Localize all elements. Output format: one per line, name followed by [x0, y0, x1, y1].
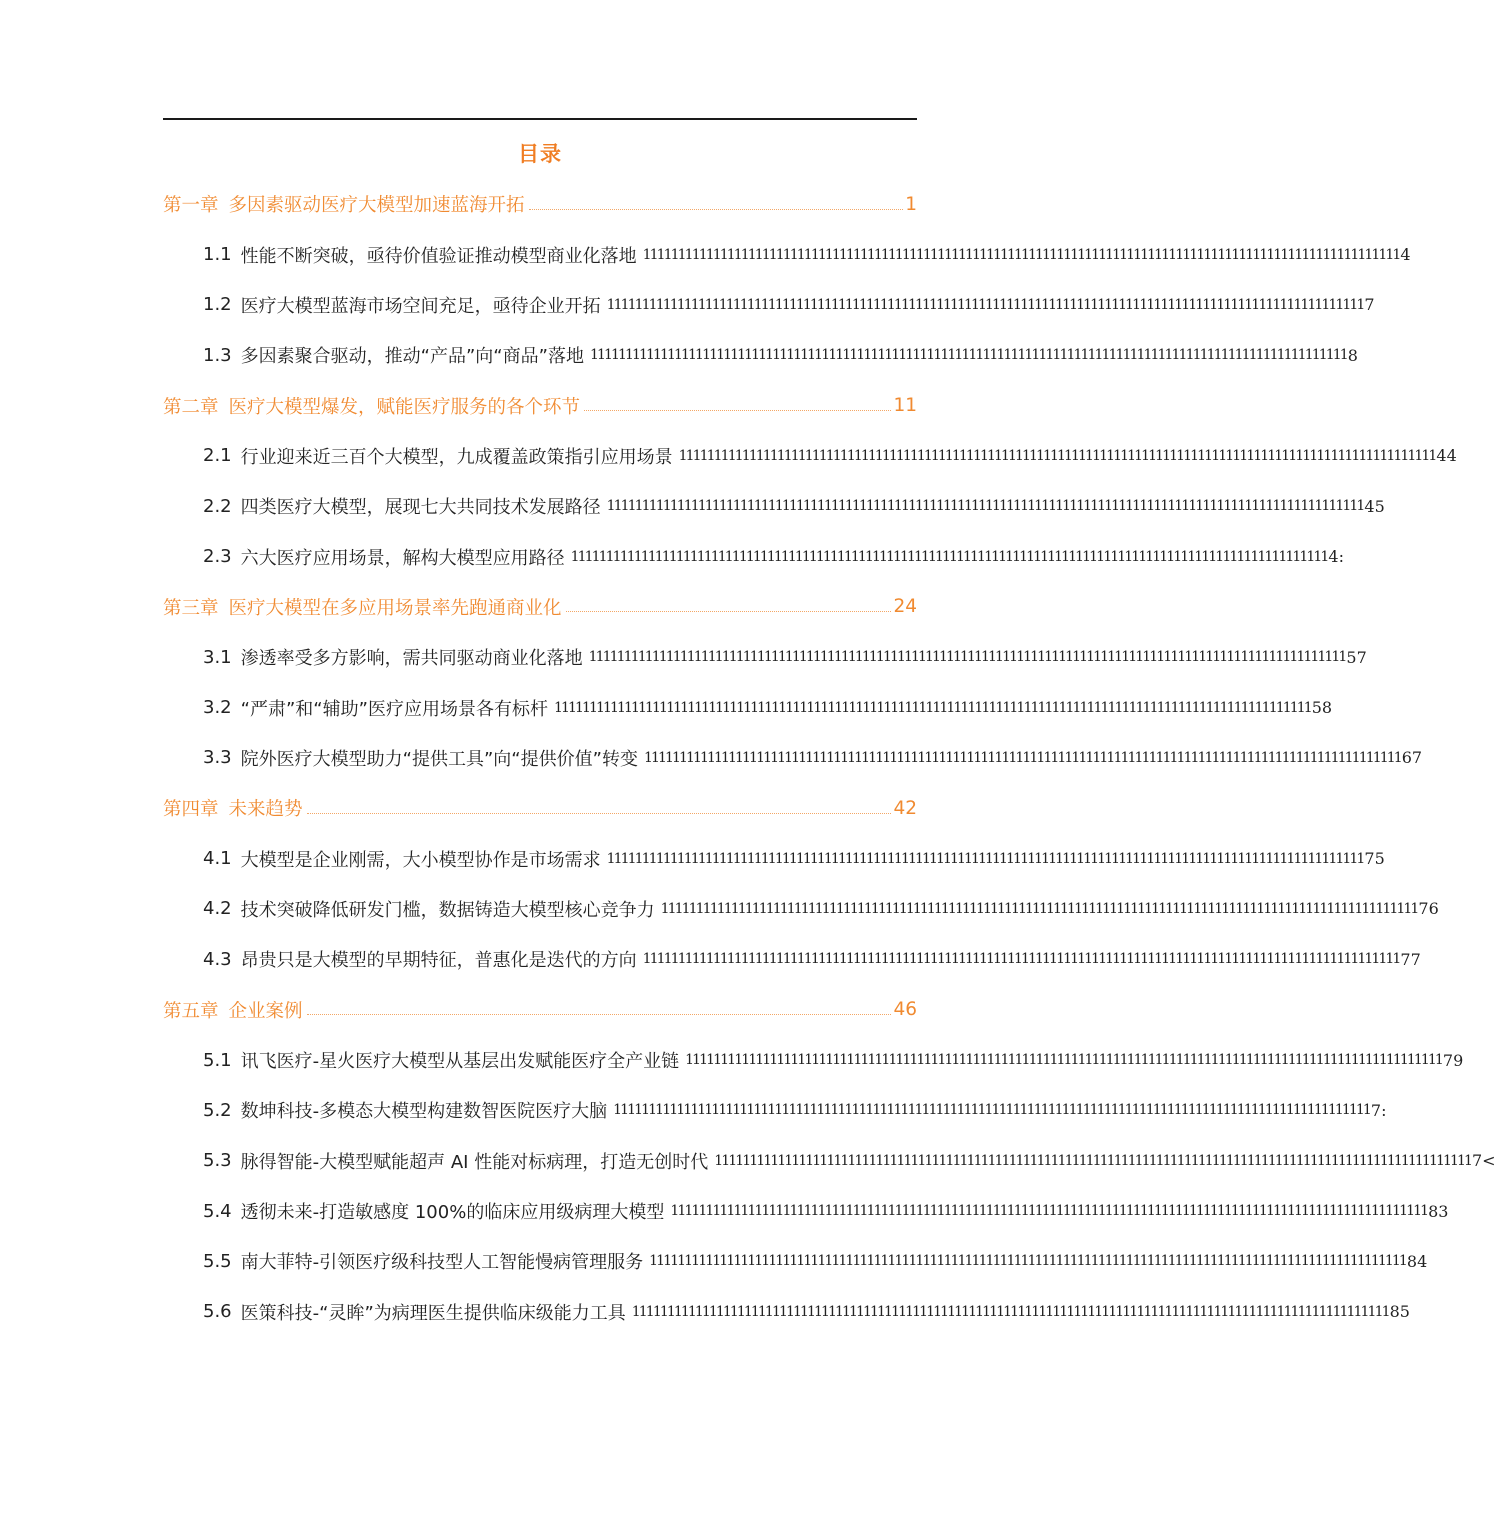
entry-title: 院外医疗大模型助力“提供工具”向“提供价值”转变 — [240, 748, 638, 770]
toc-title: 目录 — [518, 142, 562, 166]
page-number: 24 — [893, 596, 917, 618]
page-number: 4 — [1400, 245, 1411, 265]
entry-title: 数坤科技-多模态大模型构建数智医院医疗大脑 — [240, 1101, 608, 1123]
page-number: 45 — [1364, 496, 1385, 516]
page-number: 4: — [1328, 547, 1344, 567]
entry-number: 1.2 — [203, 294, 232, 316]
entry-number: 1.3 — [203, 344, 232, 366]
entry-title: 企业案例 — [228, 1000, 303, 1022]
toc-section-entry[interactable] — [163, 280, 1375, 330]
page-number: 7< — [1471, 1151, 1496, 1171]
page-number: 7: — [1370, 1100, 1387, 1120]
toc-chapter-entry[interactable] — [163, 179, 917, 229]
dot-leader: 111111111111111111111111111111111111111111111111111111111111111111111111111111111111111111111111111111111111 — [685, 1052, 1442, 1069]
entry-number: 第四章 — [163, 799, 219, 821]
dot-leader: 111111111111111111111111111111111111111111111111111111111111111111111111111111111111111111111111111111111111 — [660, 900, 1418, 917]
toc-section-entry[interactable] — [163, 531, 1344, 581]
entry-title: 技术突破降低研发门槛，数据铸造大模型核心竞争力 — [240, 899, 655, 921]
dot-leader: 111111111111111111111111111111111111111111111111111111111111111111111111111111111111111111111111111111111111 — [643, 749, 1401, 766]
toc-section-entry[interactable] — [163, 1236, 1428, 1286]
page-number: 42 — [893, 797, 917, 819]
page-number: 7 — [1364, 295, 1375, 315]
header-rule — [163, 118, 917, 120]
entry-number: 第二章 — [163, 396, 219, 418]
dot-leader: 111111111111111111111111111111111111111111111111111111111111111111111111111111111111111111111111111111111111 — [642, 246, 1400, 263]
page-number: 11 — [893, 395, 917, 417]
entry-title: 医疗大模型蓝海市场空间充足，亟待企业开拓 — [240, 295, 601, 317]
entry-title: “严肃”和“辅助”医疗应用场景各有标杆 — [240, 698, 548, 720]
toc-chapter-entry[interactable] — [163, 783, 917, 833]
entry-title: 六大医疗应用场景，解构大模型应用路径 — [240, 547, 565, 569]
entry-number: 2.3 — [203, 546, 232, 568]
dot-leader: 111111111111111111111111111111111111111111111111111111111111111111111111111111111111111111111111111111111111 — [613, 1102, 1370, 1119]
table-of-contents — [163, 179, 1496, 1337]
toc-section-entry[interactable] — [163, 934, 1421, 984]
dot-leader: 111111111111111111111111111111111111111111111111111111111111111111111111111111111111111111111111111111111111 — [553, 699, 1311, 716]
toc-section-entry[interactable] — [163, 229, 1411, 279]
dot-leader: 111111111111111111111111111111111111111111111111111111111111111111111111111111111111111111111111111111111111 — [631, 1303, 1389, 1320]
page-number: 46 — [893, 999, 917, 1021]
toc-section-entry[interactable] — [163, 884, 1439, 934]
page-number: 58 — [1311, 698, 1333, 718]
dot-leader: 111111111111111111111111111111111111111111111111111111111111111111111111111111111111111111111111111111111111 — [588, 649, 1346, 666]
toc-section-entry[interactable] — [163, 330, 1358, 380]
entry-number: 2.1 — [203, 445, 232, 467]
entry-number: 5.3 — [203, 1150, 232, 1172]
page-number: 1 — [905, 193, 917, 215]
entry-title: 透彻未来-打造敏感度 100%的临床应用级病理大模型 — [240, 1202, 665, 1224]
toc-section-entry[interactable] — [163, 1287, 1410, 1337]
page-number: 44 — [1436, 446, 1457, 466]
entry-number: 第一章 — [163, 195, 219, 217]
entry-title: 医策科技-“灵眸”为病理医生提供临床级能力工具 — [240, 1302, 626, 1324]
entry-title: 四类医疗大模型，展现七大共同技术发展路径 — [240, 497, 601, 519]
dot-leader: 111111111111111111111111111111111111111111111111111111111111111111111111111111111111111111111111111111111111 — [678, 447, 1436, 464]
entry-number: 4.3 — [203, 948, 232, 970]
dot-leader — [307, 1014, 892, 1015]
toc-section-entry[interactable] — [163, 632, 1367, 682]
entry-title: 脉得智能-大模型赋能超声 AI 性能对标病理，打造无创时代 — [240, 1151, 709, 1173]
entry-number: 4.1 — [203, 848, 232, 870]
toc-section-entry[interactable] — [163, 682, 1333, 732]
entry-number: 5.1 — [203, 1049, 232, 1071]
toc-section-entry[interactable] — [163, 833, 1385, 883]
entry-number: 第五章 — [163, 1000, 219, 1022]
page-number: 8 — [1347, 345, 1358, 365]
dot-leader: 111111111111111111111111111111111111111111111111111111111111111111111111111111111111111111111111111111111111 — [606, 498, 1364, 515]
toc-chapter-entry[interactable] — [163, 582, 917, 632]
dot-leader: 111111111111111111111111111111111111111111111111111111111111111111111111111111111111111111111111111111111111 — [649, 1253, 1406, 1270]
entry-title: 多因素驱动医疗大模型加速蓝海开拓 — [228, 195, 525, 217]
entry-number: 5.4 — [203, 1200, 232, 1222]
dot-leader: 111111111111111111111111111111111111111111111111111111111111111111111111111111111111111111111111111111111111 — [670, 1203, 1428, 1220]
entry-title: 讯飞医疗-星火医疗大模型从基层出发赋能医疗全产业链 — [240, 1051, 680, 1073]
entry-title: 行业迎来近三百个大模型，九成覆盖政策指引应用场景 — [240, 446, 673, 468]
entry-number: 4.2 — [203, 898, 232, 920]
entry-title: 未来趋势 — [228, 799, 303, 821]
toc-section-entry[interactable] — [163, 1085, 1387, 1135]
entry-number: 3.2 — [203, 697, 232, 719]
dot-leader — [529, 209, 904, 210]
dot-leader — [566, 611, 892, 612]
page-number: 75 — [1364, 849, 1385, 869]
entry-title: 渗透率受多方影响，需共同驱动商业化落地 — [240, 648, 583, 670]
dot-leader: 111111111111111111111111111111111111111111111111111111111111111111111111111111111111111111111111111111111111 — [570, 548, 1328, 565]
page-number: 57 — [1346, 647, 1367, 667]
entry-number: 2.2 — [203, 495, 232, 517]
entry-number: 第三章 — [163, 597, 219, 619]
toc-chapter-entry[interactable] — [163, 985, 917, 1035]
page-number: 67 — [1401, 748, 1423, 768]
page-number: 76 — [1418, 899, 1439, 919]
entry-number: 3.1 — [203, 646, 232, 668]
dot-leader — [307, 813, 892, 814]
entry-number: 1.1 — [203, 244, 232, 266]
toc-chapter-entry[interactable] — [163, 380, 917, 430]
entry-title: 大模型是企业刚需，大小模型协作是市场需求 — [240, 849, 601, 871]
dot-leader — [584, 410, 891, 411]
page-number: 85 — [1389, 1302, 1410, 1322]
entry-number: 5.5 — [203, 1250, 232, 1272]
toc-section-entry[interactable] — [163, 1136, 1496, 1186]
entry-title: 昂贵只是大模型的早期特征，普惠化是迭代的方向 — [240, 950, 637, 972]
toc-section-entry[interactable] — [163, 1186, 1449, 1236]
page-number: 79 — [1442, 1050, 1464, 1070]
toc-section-entry[interactable] — [163, 1035, 1464, 1085]
entry-number: 5.2 — [203, 1099, 232, 1121]
dot-leader: 111111111111111111111111111111111111111111111111111111111111111111111111111111111111111111111111111111111111 — [714, 1152, 1471, 1169]
entry-title: 南大菲特-引领医疗级科技型人工智能慢病管理服务 — [240, 1252, 644, 1274]
dot-leader: 111111111111111111111111111111111111111111111111111111111111111111111111111111111111111111111111111111111111 — [642, 951, 1400, 968]
dot-leader: 111111111111111111111111111111111111111111111111111111111111111111111111111111111111111111111111111111111111 — [606, 296, 1364, 313]
page-number: 83 — [1428, 1201, 1449, 1221]
entry-title: 医疗大模型在多应用场景率先跑通商业化 — [228, 597, 562, 619]
toc-section-entry[interactable] — [163, 733, 1423, 783]
dot-leader: 111111111111111111111111111111111111111111111111111111111111111111111111111111111111111111111111111111111111 — [606, 850, 1364, 867]
entry-title: 医疗大模型爆发，赋能医疗服务的各个环节 — [228, 396, 581, 418]
entry-number: 3.3 — [203, 747, 232, 769]
entry-title: 多因素聚合驱动，推动“产品”向“商品”落地 — [240, 346, 584, 368]
toc-section-entry[interactable] — [163, 481, 1385, 531]
entry-number: 5.6 — [203, 1301, 232, 1323]
dot-leader: 111111111111111111111111111111111111111111111111111111111111111111111111111111111111111111111111111111111111 — [589, 347, 1347, 364]
toc-section-entry[interactable] — [163, 431, 1457, 481]
page-number: 77 — [1400, 949, 1421, 969]
entry-title: 性能不断突破，亟待价值验证推动模型商业化落地 — [240, 245, 637, 267]
page-number: 84 — [1406, 1251, 1428, 1271]
